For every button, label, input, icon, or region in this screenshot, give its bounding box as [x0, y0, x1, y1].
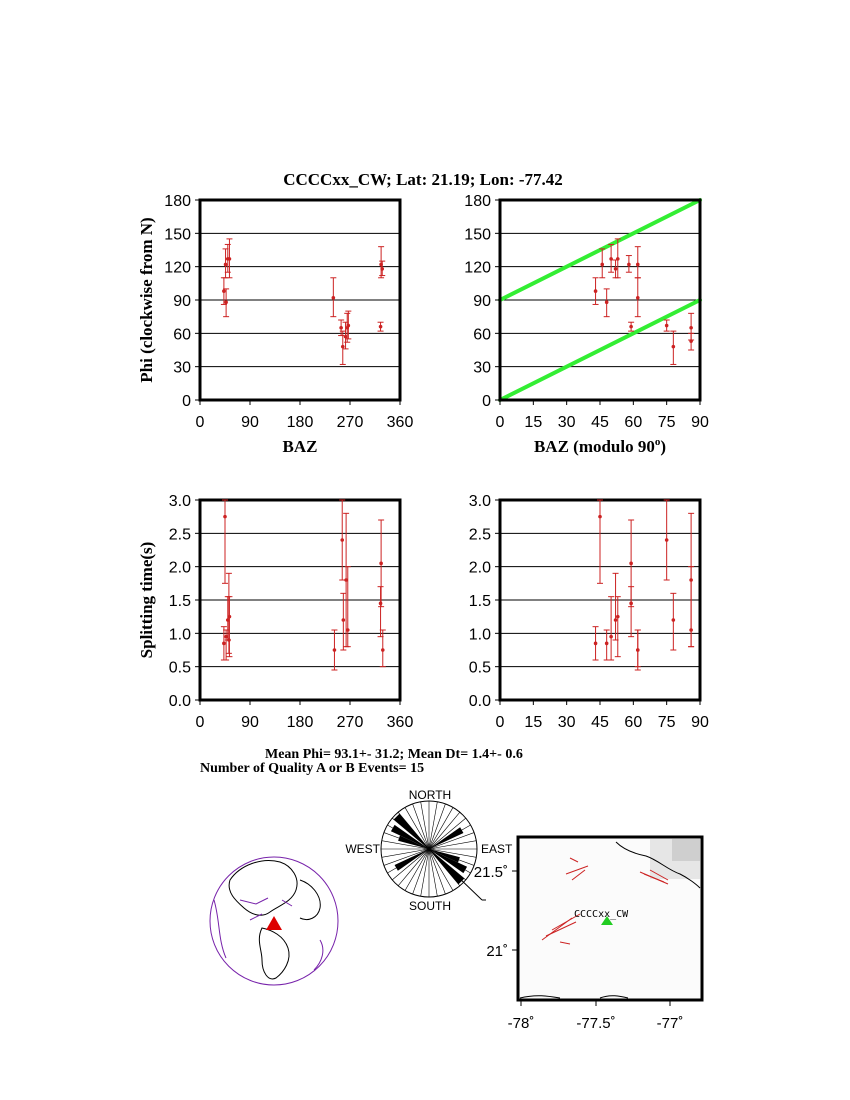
figure-title: CCCCxx_CW; Lat: 21.19; Lon: -77.42: [283, 170, 563, 189]
data-marker: [627, 263, 631, 267]
x-tick-label: 0: [495, 414, 505, 431]
y-tick-label: 0.0: [168, 693, 191, 710]
y-tick-label: 150: [464, 226, 491, 244]
y-tick-label: 3.0: [168, 493, 191, 510]
panel-phi-vs-baz: [137, 193, 413, 456]
data-marker: [609, 635, 613, 639]
data-point: [345, 311, 351, 339]
x-tick-label: 60: [624, 714, 643, 731]
x-tick-label: 45: [591, 414, 609, 431]
data-marker: [629, 562, 633, 566]
rose-west-label: WEST: [345, 842, 380, 856]
data-point: [226, 573, 232, 653]
y-axis-label: Phi (clockwise from N): [137, 217, 156, 383]
data-point: [597, 500, 603, 583]
regional-map: [474, 837, 702, 1032]
data-point: [670, 331, 676, 364]
data-point: [593, 627, 599, 660]
x-tick-label: 60: [624, 414, 643, 431]
data-marker: [636, 263, 640, 267]
y-tick-label: 1.0: [468, 626, 491, 644]
data-marker: [332, 296, 336, 300]
data-point: [222, 500, 228, 583]
data-point: [378, 587, 384, 637]
x-tick-label: 15: [524, 714, 543, 731]
data-marker: [605, 300, 609, 304]
data-point: [339, 500, 345, 580]
y-tick-label: 2.0: [468, 559, 491, 577]
y-tick-label: 0.5: [168, 659, 191, 677]
y-tick-label: 2.5: [468, 526, 491, 544]
data-marker: [381, 648, 385, 652]
y-tick-label: 180: [464, 193, 491, 210]
data-marker: [636, 648, 640, 652]
data-point: [608, 244, 614, 272]
x-tick-label: 0: [495, 714, 505, 731]
data-marker: [689, 326, 693, 330]
data-marker: [223, 515, 227, 519]
data-point: [688, 313, 694, 340]
x-axis-label: BAZ: [282, 437, 318, 456]
map-lat-tick: 21.5˚: [473, 864, 508, 881]
x-axis-label: BAZ (modulo 90$^o$): [533, 436, 667, 456]
y-tick-label: 2.0: [168, 559, 191, 577]
x-tick-label: 30: [557, 714, 576, 731]
data-point: [628, 322, 634, 331]
data-marker: [228, 615, 232, 619]
data-marker: [665, 324, 669, 328]
globe-map: [210, 857, 338, 985]
x-tick-label: 90: [691, 414, 709, 431]
data-marker: [342, 618, 346, 622]
y-tick-label: 0: [482, 393, 491, 410]
y-tick-label: 120: [164, 259, 191, 277]
data-point: [635, 630, 641, 667]
x-tick-label: 0: [195, 714, 205, 731]
data-marker: [346, 628, 350, 632]
y-tick-label: 120: [464, 259, 491, 277]
x-tick-label: 75: [657, 714, 676, 731]
data-marker: [614, 267, 618, 271]
x-tick-label: 360: [386, 714, 414, 731]
y-tick-label: 0.5: [468, 659, 491, 677]
y-tick-label: 180: [164, 193, 191, 210]
data-marker: [629, 325, 633, 329]
data-marker: [379, 325, 383, 329]
x-tick-label: 45: [591, 714, 609, 731]
x-tick-label: 90: [241, 414, 259, 431]
data-point: [599, 249, 605, 278]
y-tick-label: 150: [164, 226, 191, 244]
y-tick-label: 30: [473, 359, 491, 377]
panel-dt-vs-baz-mod90: [469, 493, 709, 731]
data-marker: [672, 345, 676, 349]
data-point: [608, 597, 614, 660]
x-tick-label: 0: [195, 414, 205, 431]
data-marker: [665, 538, 669, 542]
x-tick-label: 30: [557, 414, 576, 431]
data-marker: [594, 642, 598, 646]
data-marker: [594, 289, 598, 293]
y-tick-label: 1.0: [168, 626, 191, 644]
data-marker: [614, 618, 618, 622]
station-label: CCCCxx_CW: [574, 909, 629, 920]
map-lat-tick: 21˚: [486, 943, 508, 960]
rose-east-label: EAST: [481, 842, 513, 856]
data-marker: [616, 615, 620, 619]
data-point: [664, 320, 670, 331]
x-tick-label: 90: [241, 714, 259, 731]
y-tick-label: 0: [182, 393, 191, 410]
data-marker: [227, 638, 231, 642]
data-point: [378, 322, 384, 331]
data-marker: [228, 257, 232, 261]
y-tick-label: 60: [173, 326, 191, 344]
data-marker: [347, 324, 351, 328]
data-marker: [379, 602, 383, 606]
data-marker: [339, 326, 343, 330]
x-tick-label: 270: [336, 714, 364, 731]
y-tick-label: 30: [173, 359, 191, 377]
rose-diagram: [345, 788, 513, 913]
data-point: [604, 289, 610, 317]
data-marker: [672, 618, 676, 622]
data-point: [604, 630, 610, 660]
reference-line: [500, 200, 700, 300]
panel-phi-vs-baz-mod90: [464, 193, 709, 456]
rose-north-label: NORTH: [408, 788, 452, 802]
data-marker: [333, 648, 337, 652]
data-marker: [598, 515, 602, 519]
y-tick-label: 90: [473, 293, 491, 310]
data-point: [340, 593, 346, 650]
data-marker: [341, 345, 345, 349]
data-marker: [689, 628, 693, 632]
data-point: [635, 247, 641, 278]
data-point: [330, 278, 336, 317]
data-marker: [379, 562, 383, 566]
x-tick-label: 360: [386, 414, 414, 431]
panel-dt-vs-baz: [137, 493, 413, 731]
x-tick-label: 270: [336, 414, 364, 431]
data-marker: [636, 296, 640, 300]
y-tick-label: 0.0: [468, 693, 491, 710]
rose-south-label: SOUTH: [409, 899, 451, 913]
event-count: Number of Quality A or B Events= 15: [200, 761, 425, 776]
data-point: [670, 593, 676, 650]
x-tick-label: 90: [691, 714, 709, 731]
map-lon-tick: -77.5˚: [576, 1015, 616, 1032]
x-tick-label: 15: [524, 414, 543, 431]
map-lon-tick: -77˚: [656, 1015, 684, 1032]
data-marker: [600, 263, 604, 267]
y-tick-label: 90: [173, 293, 191, 310]
data-marker: [224, 300, 228, 304]
data-point: [331, 630, 337, 670]
data-marker: [222, 289, 226, 293]
data-point: [626, 256, 632, 273]
reference-line: [500, 300, 700, 400]
data-marker: [605, 642, 609, 646]
y-tick-label: 1.5: [468, 593, 491, 610]
data-marker: [340, 538, 344, 542]
y-tick-label: 1.5: [168, 593, 191, 610]
map-lon-tick: -78˚: [507, 1015, 535, 1032]
data-point: [664, 500, 670, 580]
x-tick-label: 180: [286, 414, 314, 431]
data-marker: [222, 642, 226, 646]
y-tick-label: 2.5: [168, 526, 191, 544]
y-axis-label: Splitting time(s): [137, 541, 156, 659]
data-marker: [224, 263, 228, 267]
y-tick-label: 3.0: [468, 493, 491, 510]
x-tick-label: 75: [657, 414, 676, 431]
x-tick-label: 180: [286, 714, 314, 731]
data-point: [635, 278, 641, 317]
y-tick-label: 60: [473, 326, 491, 344]
data-point: [688, 567, 694, 647]
data-marker: [609, 257, 613, 261]
mean-summary: Mean Phi= 93.1+- 31.2; Mean Dt= 1.4+- 0.6: [265, 747, 523, 762]
data-point: [378, 247, 384, 278]
data-marker: [380, 267, 384, 271]
